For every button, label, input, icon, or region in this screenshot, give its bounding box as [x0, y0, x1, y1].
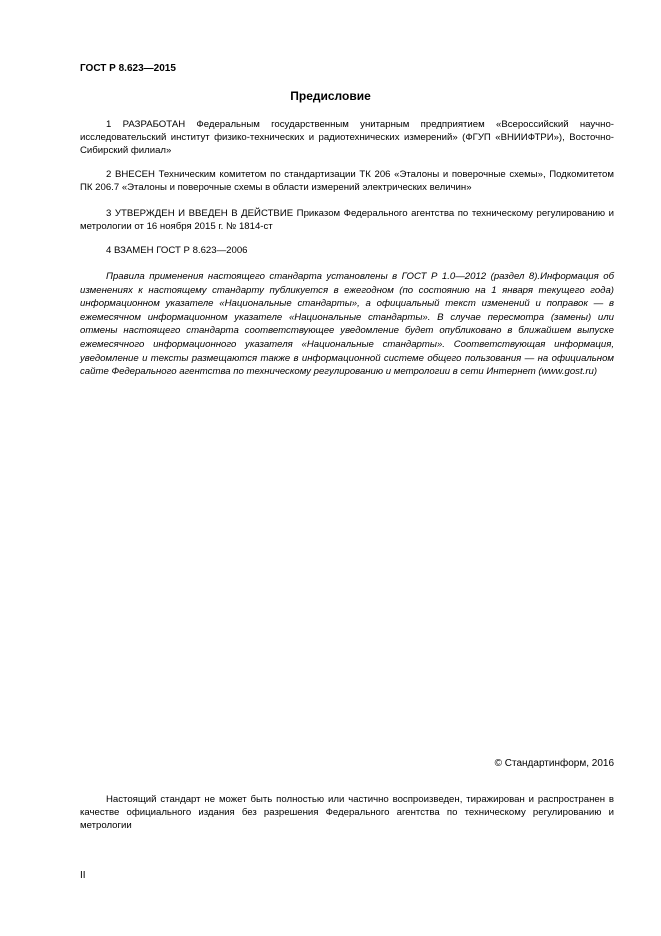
page-title: Предисловие	[290, 89, 371, 103]
preface-item-approved: 3 УТВЕРЖДЕН И ВВЕДЕН В ДЕЙСТВИЕ Приказом Федерального агентства по техническому регулированию и метрологии от 16 ноября 2015 г. № 1814-ст	[80, 208, 614, 233]
page-number: II	[80, 870, 86, 881]
copyright-notice: © Стандартинформ, 2016	[494, 758, 614, 769]
application-rules-note: Правила применения настоящего стандарта установлены в ГОСТ Р 1.0—2012 (раздел 8).Информация об изменениях к настоящему стандарту публикуется в ежегодном (по состоянию на 1 января текущего года) информационном указателе «Национальные стандарты», а официальный текст изменений и поправок — в ежемесячном информационном указателе «Национальные стандарты». В случае пересмотра (замены) или отмены настоящего стандарта соответствующее уведомление будет опубликовано в ближайшем выпуске ежемесячного информационного указателя «Национальные стандарты». Соответствующая информация, уведомление и тексты размещаются также в информационной системе общего пользования — на официальном сайте Федерального агентства по техническому регулированию и метрологии в сети Интернет (www.gost.ru)	[80, 271, 614, 378]
preface-item-submitted: 2 ВНЕСЕН Техническим комитетом по стандартизации ТК 206 «Эталоны и поверочные схемы», Подкомитетом ПК 206.7 «Эталоны и поверочные схемы в области измерений электрических величин»	[80, 169, 614, 194]
preface-item-replaces: 4 ВЗАМЕН ГОСТ Р 8.623—2006	[106, 245, 248, 256]
preface-item-developed: 1 РАЗРАБОТАН Федеральным государственным унитарным предприятием «Всероссийский научно-исследовательский институт физико-технических и радиотехнических измерений» (ФГУП «ВНИИФТРИ»), Восточно-Сибирский филиал»	[80, 119, 614, 157]
legal-notice: Настоящий стандарт не может быть полностью или частично воспроизведен, тиражирован и распространен в качестве официального издания без разрешения Федерального агентства по техническому регулированию и метрологии	[80, 794, 614, 832]
document-number: ГОСТ Р 8.623—2015	[80, 63, 176, 74]
